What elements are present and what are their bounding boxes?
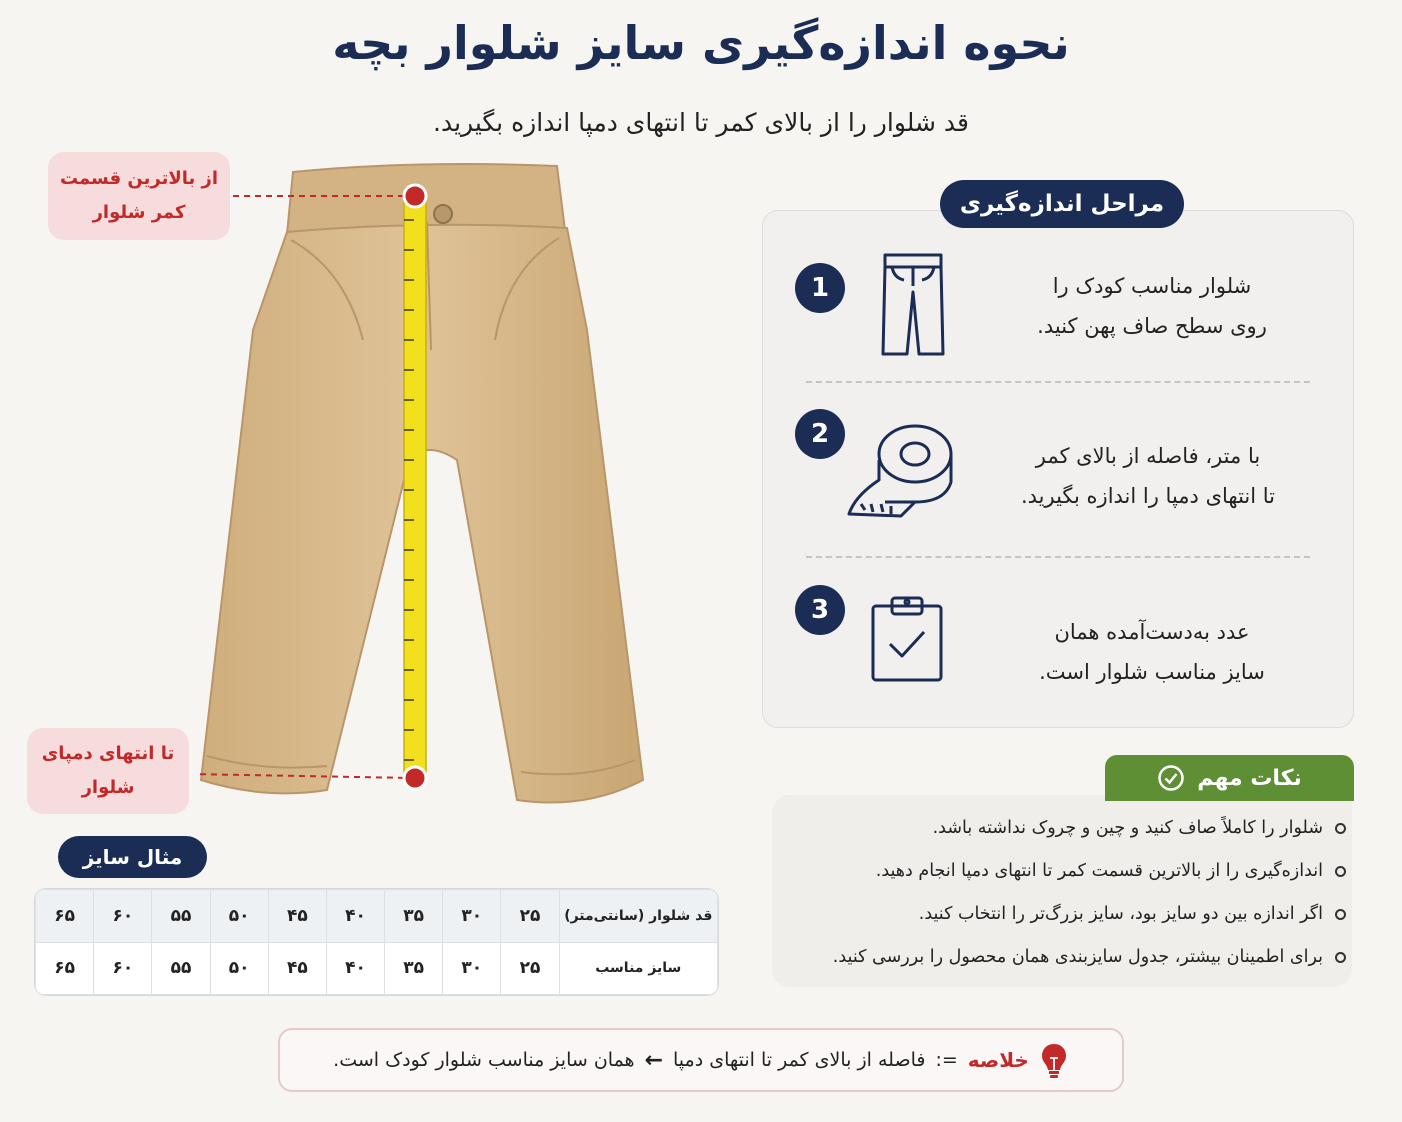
- tip-text: برای اطمینان بیشتر، جدول سایزبندی همان محصول را بررسی کنید.: [832, 947, 1323, 967]
- callout-top-line1: از بالاترین قسمت: [59, 168, 219, 189]
- step-3-line2: سایز مناسب شلوار است.: [1039, 660, 1265, 684]
- tip-bullet-icon: [1335, 952, 1346, 963]
- table-cell: ۳۰: [443, 942, 501, 995]
- step-2-number: 2: [795, 409, 845, 459]
- callout-waist-top: [48, 152, 230, 240]
- size-example-title: مثال سایز: [58, 836, 207, 878]
- tips-title: نکات مهم: [1197, 765, 1302, 791]
- tip-item: [876, 861, 1346, 881]
- table-row: [36, 942, 718, 995]
- row-header-length: قد شلوار (سانتی‌متر): [559, 890, 717, 943]
- summary-bar: [278, 1028, 1124, 1092]
- row-header-size: سایز مناسب: [559, 942, 717, 995]
- measuring-tape-icon: [845, 420, 957, 520]
- table-cell: ۵۵: [152, 942, 210, 995]
- tip-text: شلوار را کاملاً صاف کنید و چین و چروک نداشته باشد.: [932, 818, 1323, 838]
- step-2-line2: تا انتهای دمپا را اندازه بگیرید.: [1020, 484, 1276, 508]
- step-1-number: 1: [795, 263, 845, 313]
- step-3-line1: عدد به‌دست‌آمده همان: [1054, 620, 1250, 644]
- page-title: نحوه اندازه‌گیری سایز شلوار بچه: [332, 16, 1070, 70]
- check-circle-icon: [1157, 764, 1185, 792]
- table-cell: ۶۰: [94, 890, 152, 943]
- lightbulb-icon: [1039, 1041, 1069, 1079]
- page-subtitle: قد شلوار را از بالای کمر تا انتهای دمپا اندازه بگیرید.: [433, 108, 969, 137]
- table-cell: ۳۵: [385, 942, 443, 995]
- callout-bottom-line1: تا انتهای دمپای: [41, 743, 175, 764]
- tip-item: [919, 904, 1346, 924]
- step-1-text: [1002, 266, 1302, 346]
- summary-equals: =:: [935, 1049, 958, 1071]
- table-cell: ۶۵: [36, 890, 94, 943]
- tip-item: [933, 818, 1346, 838]
- step-divider: [806, 556, 1310, 558]
- table-cell: ۴۰: [326, 890, 384, 943]
- table-cell: ۳۰: [443, 890, 501, 943]
- table-cell: ۶۵: [36, 942, 94, 995]
- tip-text: اندازه‌گیری را از بالاترین قسمت کمر تا انتهای دمپا انجام دهید.: [875, 861, 1323, 881]
- step-2-line1: با متر، فاصله از بالای کمر: [1035, 444, 1261, 468]
- summary-part1: فاصله از بالای کمر تا انتهای دمپا: [673, 1049, 926, 1071]
- tip-item: [833, 947, 1346, 967]
- callout-hem-bottom: [27, 728, 189, 814]
- tip-text: اگر اندازه بین دو سایز بود، سایز بزرگ‌تر را انتخاب کنید.: [918, 904, 1323, 924]
- pants-illustration: [195, 160, 665, 820]
- step-1-line2: روی سطح صاف پهن کنید.: [1037, 314, 1267, 338]
- table-cell: ۴۵: [268, 942, 326, 995]
- summary-part2: همان سایز مناسب شلوار کودک است.: [333, 1049, 635, 1071]
- pants-outline-icon: [880, 252, 946, 358]
- tip-bullet-icon: [1335, 866, 1346, 877]
- table-cell: ۲۵: [501, 890, 559, 943]
- table-cell: ۶۰: [94, 942, 152, 995]
- table-row: [36, 890, 718, 943]
- table-cell: ۳۵: [385, 890, 443, 943]
- callout-bottom-line2: شلوار: [81, 777, 135, 798]
- callout-top-line2: کمر شلوار: [92, 202, 186, 223]
- tips-header: [1105, 755, 1354, 801]
- tip-bullet-icon: [1335, 909, 1346, 920]
- table-cell: ۴۵: [268, 890, 326, 943]
- tip-bullet-icon: [1335, 823, 1346, 834]
- step-divider: [806, 381, 1310, 383]
- table-cell: ۵۰: [210, 890, 268, 943]
- table-cell: ۴۰: [326, 942, 384, 995]
- step-2-text: [998, 436, 1298, 516]
- table-cell: ۲۵: [501, 942, 559, 995]
- table-cell: ۵۰: [210, 942, 268, 995]
- step-3-text: [1002, 612, 1302, 692]
- size-table: [34, 888, 719, 996]
- clipboard-check-icon: [870, 594, 944, 684]
- summary-label: خلاصه: [967, 1048, 1029, 1072]
- step-1-line1: شلوار مناسب کودک را: [1052, 274, 1252, 298]
- steps-title: مراحل اندازه‌گیری: [940, 180, 1184, 228]
- table-cell: ۵۵: [152, 890, 210, 943]
- step-3-number: 3: [795, 585, 845, 635]
- arrow-left-icon: ←: [644, 1047, 664, 1073]
